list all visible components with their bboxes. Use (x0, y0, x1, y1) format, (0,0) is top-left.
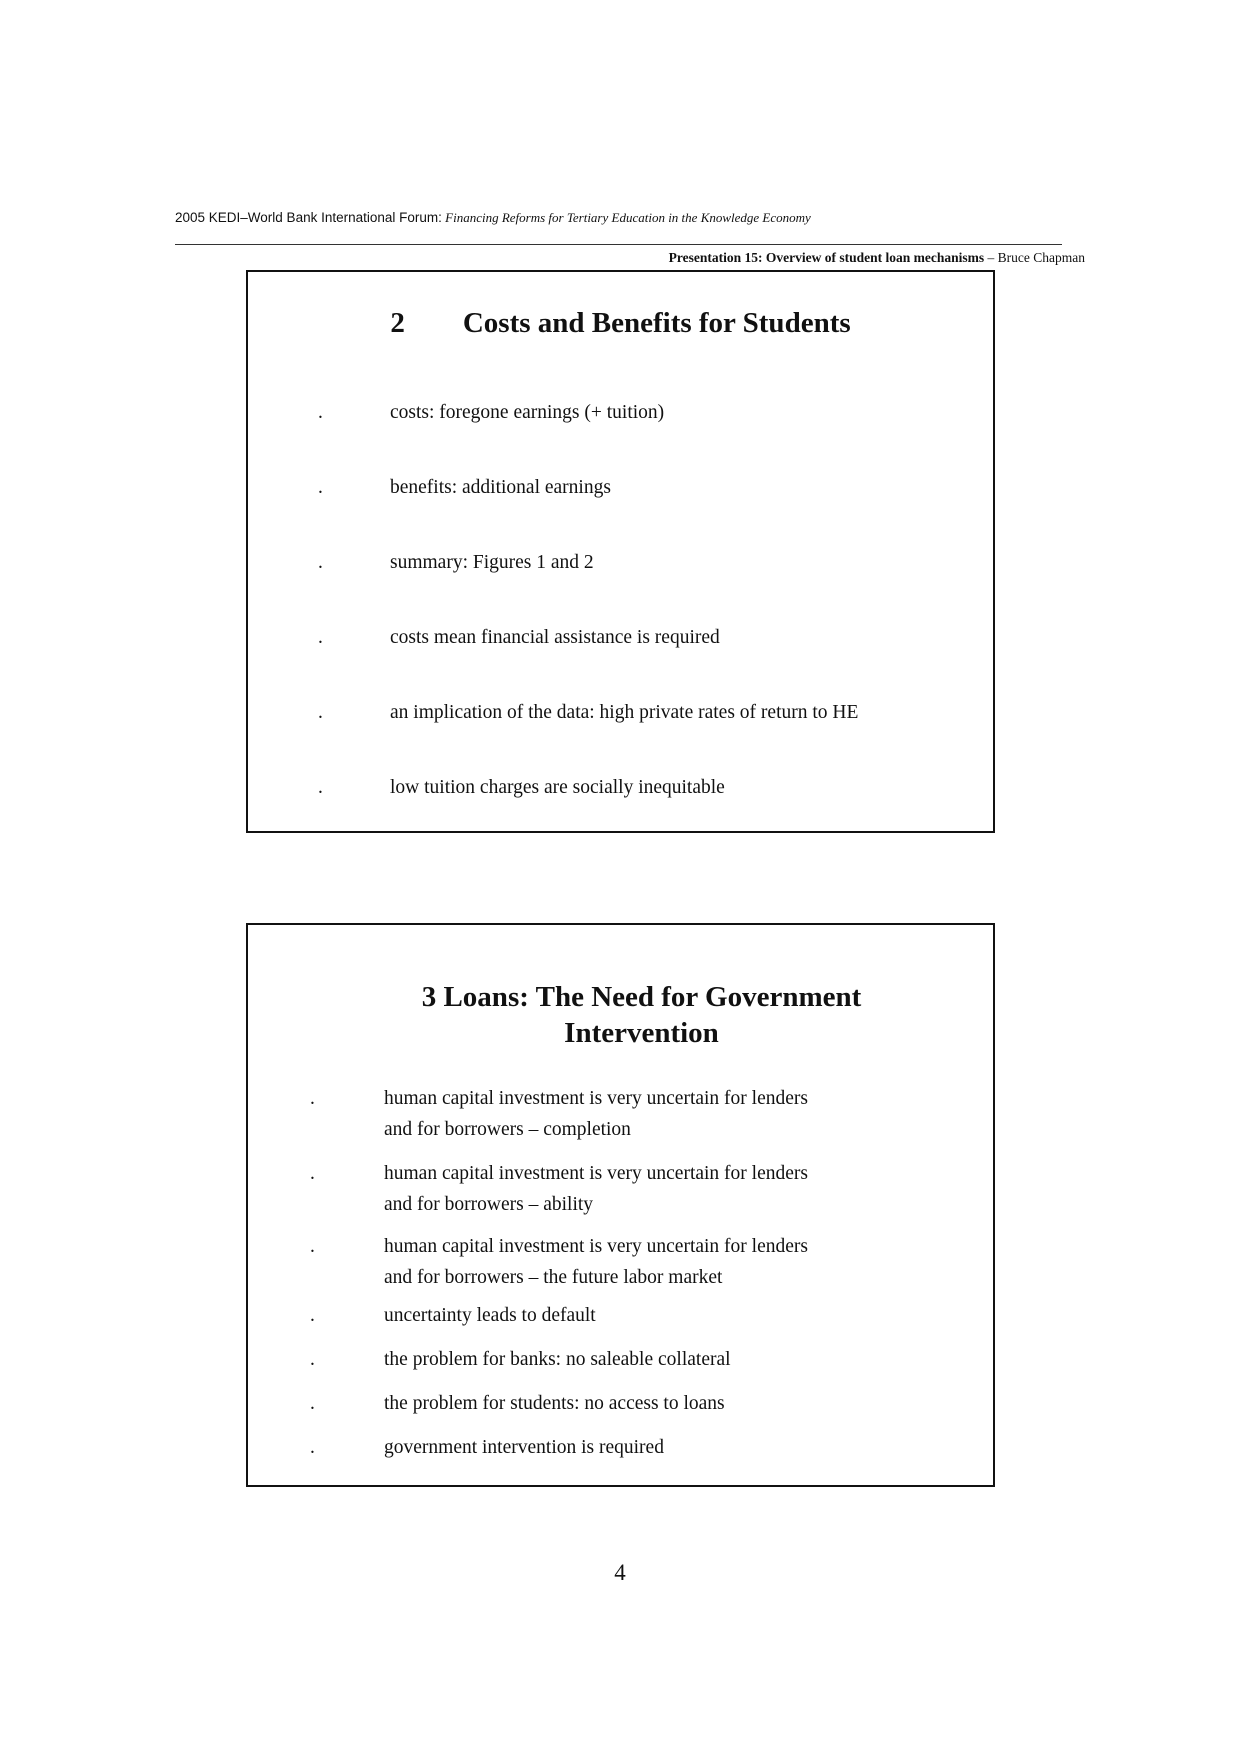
running-header (175, 210, 811, 226)
bullet-text (384, 1231, 808, 1293)
bullet-line1: human capital investment is very uncertain for lenders (384, 1088, 808, 1109)
bullet-mark: . (318, 552, 323, 573)
bullet-mark: . (310, 1163, 315, 1184)
forum-theme: Financing Reforms for Tertiary Education in the Knowledge Economy (441, 210, 811, 225)
presentation-title: Presentation 15: Overview of student loan mechanisms (668, 250, 985, 265)
bullet-text (384, 1158, 808, 1220)
bullet-text: an implication of the data: high private rates of return to HE (390, 702, 859, 723)
bullet-line2: and for borrowers – ability (384, 1194, 594, 1215)
bullet-mark: . (318, 702, 323, 723)
slide-title-text: Costs and Benefits for Students (462, 307, 851, 339)
page-number: 4 (614, 1560, 626, 1585)
bullet-line2: and for borrowers – the future labor market (384, 1267, 723, 1288)
bullet-text: costs: foregone earnings (+ tuition) (390, 402, 665, 423)
slide-title (248, 979, 993, 1051)
slide-title-line2: Intervention (564, 1017, 719, 1049)
bullet-text: government intervention is required (384, 1437, 664, 1458)
bullet-mark: . (318, 477, 323, 498)
bullet-text: the problem for banks: no saleable collateral (384, 1349, 731, 1370)
bullet-mark: . (310, 1437, 315, 1458)
slide-costs-benefits (246, 270, 995, 833)
slide-title-line1: 3 Loans: The Need for Government (421, 981, 862, 1013)
slide-loans-government (246, 923, 995, 1487)
bullet-text: summary: Figures 1 and 2 (390, 552, 594, 573)
bullet-mark: . (310, 1349, 315, 1370)
header-rule (175, 244, 1062, 245)
presentation-line (669, 250, 1085, 266)
bullet-text: uncertainty leads to default (384, 1305, 596, 1326)
bullet-line1: human capital investment is very uncertain for lenders (384, 1163, 808, 1184)
bullet-line1: human capital investment is very uncertain for lenders (384, 1236, 808, 1257)
bullet-mark: . (310, 1305, 315, 1326)
bullet-mark: . (318, 402, 323, 423)
bullet-mark: . (310, 1393, 315, 1414)
bullet-mark: . (318, 777, 323, 798)
bullet-mark: . (310, 1236, 315, 1257)
forum-name: 2005 KEDI–World Bank International Forum (175, 210, 439, 225)
bullet-text: costs mean financial assistance is required (390, 627, 720, 648)
bullet-text: low tuition charges are socially inequitable (390, 777, 725, 798)
bullet-mark: . (318, 627, 323, 648)
bullet-text (384, 1083, 808, 1145)
header-separator: : (438, 210, 442, 225)
bullet-text: the problem for students: no access to loans (384, 1393, 725, 1414)
slide-number: 2 (390, 307, 405, 339)
slide-title (248, 307, 993, 340)
bullet-line2: and for borrowers – completion (384, 1119, 631, 1140)
bullet-mark: . (310, 1088, 315, 1109)
bullet-text: benefits: additional earnings (390, 477, 611, 498)
presentation-author: – Bruce Chapman (984, 250, 1085, 265)
